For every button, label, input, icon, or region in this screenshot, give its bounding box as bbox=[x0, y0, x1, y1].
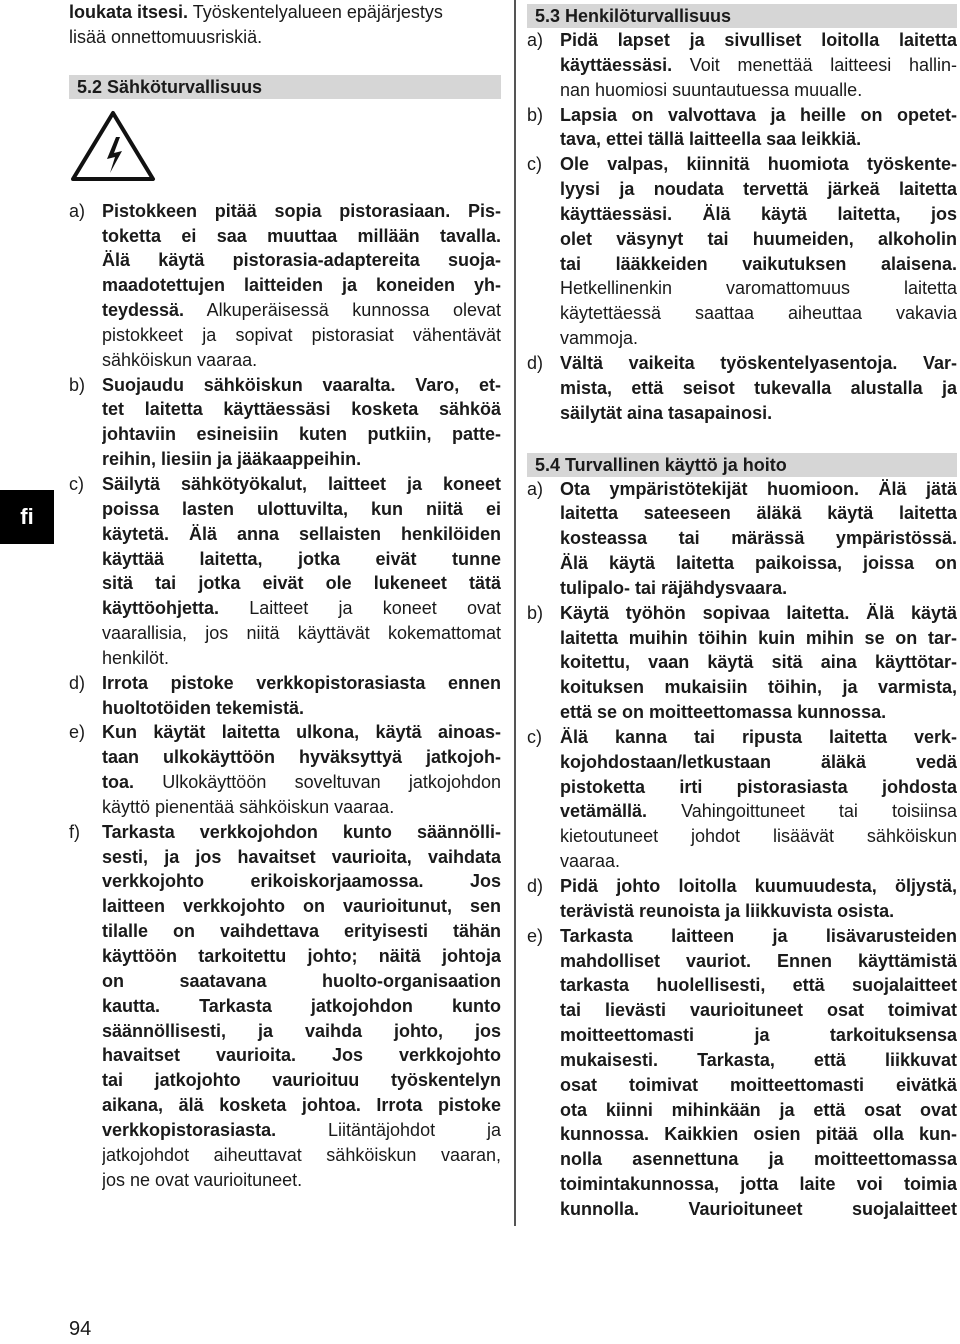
text-line: aikana, älä kosketa johtoa. Irrota pistoke bbox=[102, 1095, 501, 1116]
text-line: Suojaudu sähköiskun vaaralta. Varo, et- bbox=[102, 374, 501, 395]
text-line: käytetä. Älä anna sellaisten henkilöiden bbox=[102, 523, 501, 544]
text-line: Tarkasta laitteen ja lisävarusteiden bbox=[560, 925, 957, 946]
text-line: kunnolla. Vaurioituneet suojalaitteet bbox=[560, 1198, 957, 1219]
text-line: Lapsia on valvottava ja heille on opetet- bbox=[560, 104, 957, 125]
list-item-b bbox=[527, 601, 957, 725]
column-divider bbox=[514, 0, 516, 1226]
item-label: a) bbox=[527, 478, 544, 499]
text-normal: Var- bbox=[897, 352, 957, 373]
text-line: Ota ympäristötekijät huomioon. Älä jätä bbox=[560, 478, 957, 499]
text-line: käyttöön tarkoitettu johto; näitä johtoja bbox=[102, 946, 501, 966]
text-line: pistokkeet ja sopivat pistorasiat vähentävät bbox=[102, 324, 501, 345]
item-label: d) bbox=[527, 876, 544, 896]
list-item-b bbox=[69, 373, 501, 472]
text-line: ota kiinni mihinkään ja että osat ovat bbox=[560, 1099, 957, 1120]
text-line: Älä käytä laitetta paikoissa, joissa on bbox=[560, 553, 957, 574]
text-line: että se on moitteettomassa kunnossa. bbox=[560, 702, 887, 723]
text-bold: teydessä. bbox=[102, 300, 185, 321]
text-line: Kun käytät laitetta ulkona, käytä ainoas- bbox=[102, 722, 501, 743]
text-line: Ole valpas, kiinnitä huomiota työskente- bbox=[560, 154, 957, 175]
text-normal: Voit menettää laitteesi hallin- bbox=[672, 54, 957, 75]
text-line: Älä käytä pistorasia-adaptereita suoja- bbox=[102, 250, 501, 271]
item-label: d) bbox=[527, 352, 544, 373]
right-column bbox=[527, 0, 957, 1222]
text-line: taan ulkokäyttöön hyväksyttyä jatkojoh- bbox=[102, 747, 501, 768]
intro-rest: Työskentelyalueen epäjärjestys bbox=[188, 2, 443, 22]
text-line: kunnossa. Kaikkien osien pitää olla kun- bbox=[560, 1124, 957, 1145]
intro-line bbox=[69, 0, 501, 25]
text-line: Pistokkeen pitää sopia pistorasiaan. Pis- bbox=[102, 200, 501, 221]
text-line: Irrota pistoke verkkopistorasiasta ennen bbox=[102, 672, 501, 693]
text-line: huoltotöiden tekemistä. bbox=[102, 697, 305, 718]
text-line: säilytät aina tasapainosi. bbox=[560, 402, 773, 423]
item-label: a) bbox=[69, 200, 86, 221]
text-line: käytettäessä saattaa aiheuttaa vakavia bbox=[560, 303, 957, 324]
text-line: koituksen mukaisiin töihin, ja varmista, bbox=[560, 677, 957, 698]
text-line: tai jatkojohto vaurioituu työskentelyn bbox=[102, 1070, 501, 1091]
intro-bold: loukata itsesi. bbox=[69, 2, 189, 22]
text-bold: verkkopistorasiasta. bbox=[102, 1119, 277, 1140]
text-line: toketta ei saa muuttaa millään tavalla. bbox=[102, 225, 501, 246]
text-line: kojohdostaan/letkustaan äläkä vedä bbox=[560, 751, 957, 772]
text-line: toimintakunnossa, jotta laite voi toimia bbox=[560, 1174, 957, 1195]
list-item-c bbox=[527, 725, 957, 874]
text-line: havaitset vaurioita. Jos verkkojohto bbox=[102, 1045, 501, 1066]
text-line: sesti, ja jos havaitset vaurioita, vaihdata bbox=[102, 846, 501, 867]
text-line: käyttäessäsi. Älä käytä laitetta, jos bbox=[560, 203, 957, 224]
text-line bbox=[102, 770, 501, 795]
text-line bbox=[560, 799, 957, 824]
text-line: nan huomiosi suuntautuessa muualle. bbox=[560, 79, 863, 100]
list-item-e bbox=[69, 720, 501, 819]
list-item-d bbox=[527, 874, 957, 924]
text-line bbox=[102, 596, 501, 621]
text-line: vaarallisia, jos niitä käyttävät kokemattomat bbox=[102, 623, 501, 644]
text-line: jatkojohdot aiheuttavat sähköiskun vaaran, bbox=[102, 1144, 501, 1165]
text-bold: Vältä vaikeita työskentelyasentoja. bbox=[560, 352, 898, 373]
section-heading-5-2: 5.2 Sähköturvallisuus bbox=[69, 75, 501, 99]
item-label: e) bbox=[527, 925, 544, 946]
text-line: tai lievästi vaurioituneet osat toimivat bbox=[560, 1000, 957, 1021]
item-label: b) bbox=[527, 602, 544, 623]
intro-line-2: lisää onnettomuusriskiä. bbox=[69, 26, 263, 47]
section-heading-5-3: 5.3 Henkilöturvallisuus bbox=[527, 4, 957, 28]
text-line: pistoketta irti pistorasiasta johdosta bbox=[560, 776, 957, 797]
item-label: d) bbox=[69, 672, 86, 693]
item-label: c) bbox=[69, 473, 84, 494]
text-line: verkkojohto erikoiskorjaamossa. Jos bbox=[102, 871, 501, 892]
text-line: laitteen verkkojohto on vaurioitunut, sen bbox=[102, 896, 501, 917]
text-line: poissa lasten ulottuvilta, kun niitä ei bbox=[102, 498, 501, 519]
text-line: tava, ettei tällä laitteella saa leikkiä. bbox=[560, 129, 862, 150]
item-label: b) bbox=[69, 374, 86, 395]
text-line: kietoutuneet johdot lisäävät sähköiskun bbox=[560, 826, 957, 847]
list-item-b bbox=[527, 103, 957, 153]
text-line: olet väsynyt tai huumeiden, alkoholin bbox=[560, 228, 957, 249]
text-line bbox=[102, 298, 501, 323]
text-line: koitettu, vaan käytä sitä aina käyttötar- bbox=[560, 652, 957, 673]
text-bold: käyttäessäsi. bbox=[560, 54, 673, 75]
text-bold: käyttöohjetta. bbox=[102, 598, 220, 619]
text-line: nolla asennettuna ja moitteettomassa bbox=[560, 1149, 957, 1170]
text-line: käyttö pienentää sähköiskun vaaraa. bbox=[102, 796, 395, 817]
item-label: c) bbox=[527, 154, 542, 175]
text-line: mukaisesti. Tarkasta, että liikkuvat bbox=[560, 1049, 957, 1070]
text-line: henkilöt. bbox=[102, 647, 170, 668]
item-label: c) bbox=[527, 726, 542, 747]
text-bold: toa. bbox=[102, 772, 135, 793]
text-line bbox=[560, 53, 957, 78]
text-line bbox=[102, 1118, 501, 1143]
left-column bbox=[69, 0, 501, 1192]
text-normal: Alkuperäisessä kunnossa olevat bbox=[184, 300, 501, 321]
text-line: mahdolliset vauriot. Ennen käyttämistä bbox=[560, 950, 957, 971]
list-item-c bbox=[527, 152, 957, 351]
language-tab bbox=[0, 490, 54, 544]
text-line: Käytä työhön sopivaa laitetta. Älä käytä bbox=[560, 602, 957, 623]
list-item-f bbox=[69, 820, 501, 1193]
text-line: tulipalo- tai räjähdysvaara. bbox=[560, 577, 788, 598]
text-normal: Liitäntäjohdot ja bbox=[276, 1119, 501, 1140]
text-line: tet laitetta käyttäessäsi kosketa sähköä bbox=[102, 399, 501, 420]
text-line: mista, että seisot tukevalla alustalla ja bbox=[560, 377, 957, 398]
list-item-d bbox=[527, 351, 957, 426]
text-line: kosteassa tai märässä ympäristössä. bbox=[560, 528, 957, 549]
text-line: vammoja. bbox=[560, 328, 639, 349]
text-line: vaaraa. bbox=[560, 851, 621, 872]
text-normal: Laitteet ja koneet ovat bbox=[219, 598, 501, 619]
text-line: säännöllisesti, ja vaihda johto, jos bbox=[102, 1020, 501, 1041]
text-line: käyttää laitetta, jotka eivät tunne bbox=[102, 548, 501, 569]
text-line: johtaviin esineisiin kuten putkiin, patte- bbox=[102, 424, 501, 445]
list-item-a bbox=[527, 477, 957, 601]
text-line: kautta. Tarkasta jatkojohdon kunto bbox=[102, 995, 501, 1016]
text-line: Säilytä sähkötyökalut, laitteet ja koneet bbox=[102, 473, 501, 494]
list-item-a bbox=[69, 199, 501, 373]
text-line: Tarkasta verkkojohdon kunto säännölli- bbox=[102, 821, 501, 842]
text-line: lyysi ja noudata tervettä järkeä laitetta bbox=[560, 179, 957, 200]
text-line: reihin, liesiin ja jääkaappeihin. bbox=[102, 449, 362, 470]
list-item-d bbox=[69, 671, 501, 721]
text-line: tai lääkkeiden vaikutuksen alaisena. bbox=[560, 253, 957, 274]
text-line: laitetta sateeseen äläkä käytä laitetta bbox=[560, 503, 957, 524]
text-line: tilalle on vaihdettava erityisesti tähän bbox=[102, 921, 501, 942]
item-label: e) bbox=[69, 722, 86, 743]
text-line: jos ne ovat vaurioituneet. bbox=[102, 1169, 303, 1190]
item-label: f) bbox=[69, 821, 80, 842]
text-line: maadotettujen laitteiden ja koneiden yh- bbox=[102, 275, 501, 296]
text-line: osat toimivat moitteettomasti eivätkä bbox=[560, 1074, 957, 1095]
section-heading-5-4: 5.4 Turvallinen käyttö ja hoito bbox=[527, 453, 957, 477]
item-label: b) bbox=[527, 104, 544, 125]
text-line: sitä tai jotka eivät ole lukeneet tätä bbox=[102, 573, 501, 594]
list-item-c bbox=[69, 472, 501, 671]
text-line: Pidä johto loitolla kuumuudesta, öljystä, bbox=[560, 876, 957, 896]
text-line: tarkasta huolellisesti, että suojalaitteet bbox=[560, 975, 957, 996]
list-item-a bbox=[527, 28, 957, 103]
text-line: Hetkellinenkin varomattomuus laitetta bbox=[560, 278, 957, 299]
text-line: sähköiskun vaaraa. bbox=[102, 349, 258, 370]
electric-warning-icon bbox=[69, 99, 501, 199]
text-line: on saatavana huolto-organisaation bbox=[102, 970, 501, 991]
text-bold: vetämällä. bbox=[560, 801, 648, 822]
text-line: moitteettomasti ja tarkoituksensa bbox=[560, 1025, 957, 1046]
text-line: laitetta muihin töihin kuin mihin se on tar- bbox=[560, 627, 957, 648]
text-line: Älä kanna tai ripusta laitetta verk- bbox=[560, 726, 957, 747]
text-line bbox=[560, 351, 957, 376]
text-line: Pidä lapset ja sivulliset loitolla laitetta bbox=[560, 30, 957, 50]
text-line: terävistä reunoista ja liikkuvista osista. bbox=[560, 900, 895, 921]
page-number: 94 bbox=[69, 1318, 92, 1340]
item-label: a) bbox=[527, 30, 544, 50]
text-normal: Ulkokäyttöön soveltuvan jatkojohdon bbox=[134, 772, 501, 793]
list-item-e bbox=[527, 924, 957, 1222]
text-normal: Vahingoittuneet tai toisiinsa bbox=[647, 801, 957, 822]
language-tab-label: fi bbox=[20, 504, 34, 529]
